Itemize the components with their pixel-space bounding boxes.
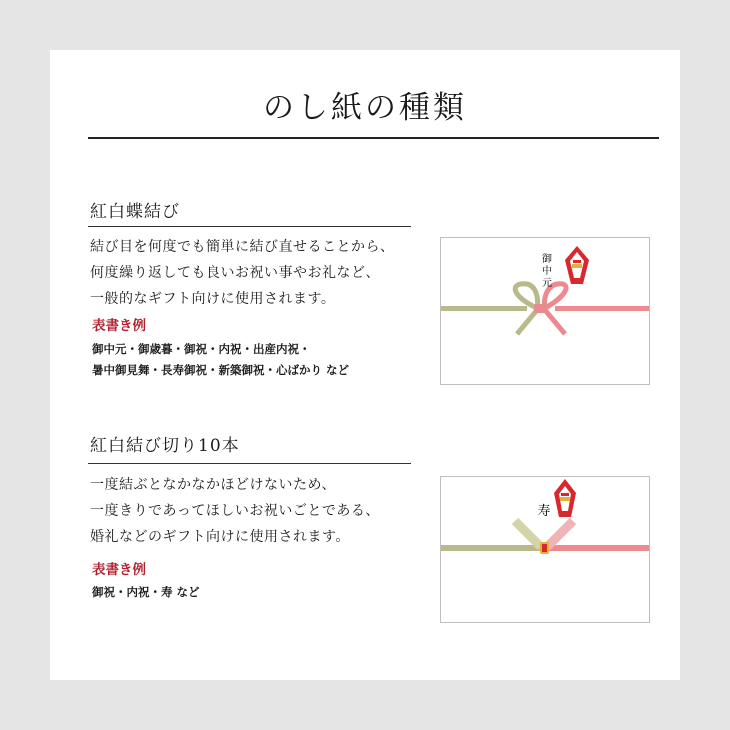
- noshi-label: 御: [542, 254, 552, 265]
- title-divider: [88, 137, 659, 139]
- example-heading: 表書き例: [92, 562, 146, 578]
- example-heading: 表書き例: [92, 318, 146, 334]
- noshi-label: 寿: [537, 504, 551, 519]
- section-description: 一度結ぶとなかなかほどけないため、 一度きりであってほしいお祝いごとである、 婚礼などのギフト向けに使用されます。: [90, 477, 380, 545]
- svg-text:中: 中: [542, 266, 552, 277]
- example-list: 御祝・内祝・寿 など: [92, 585, 200, 599]
- svg-text:元: 元: [542, 278, 552, 289]
- page-title: のし紙の種類: [263, 90, 467, 126]
- section-heading-musubikiri: 紅白結び切り10本: [90, 436, 240, 456]
- section-divider: [88, 226, 411, 227]
- noshi-image-chouyui: [440, 237, 650, 385]
- noshi-ornament-icon: [565, 246, 589, 284]
- noshi-image-musubikiri: [440, 476, 650, 623]
- section-heading-chouyui: 紅白蝶結び: [90, 202, 180, 222]
- section-description: 結び目を何度でも簡単に結び直せることから、 何度繰り返しても良いお祝い事やお礼など、 一般的なギフト向けに使用されます。: [90, 239, 395, 307]
- section-divider: [88, 463, 411, 464]
- noshi-ornament-icon: [554, 479, 576, 517]
- example-list: 御中元・御歳暮・御祝・内祝・出産内祝・ 暑中御見舞・長寿御祝・新築御祝・心ばかり など: [92, 342, 350, 377]
- content-card: [50, 50, 680, 680]
